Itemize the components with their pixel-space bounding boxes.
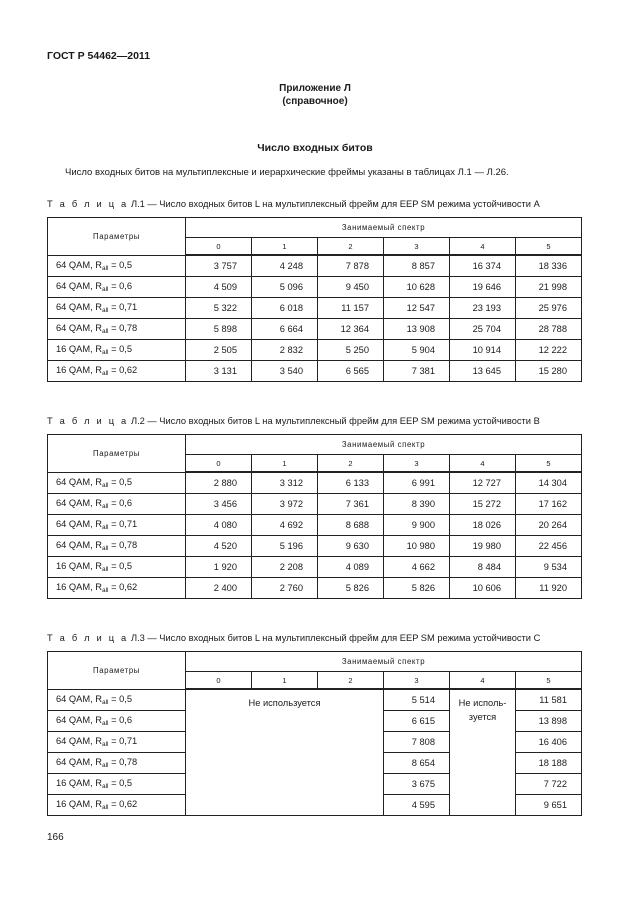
value-cell: 10 606	[450, 578, 516, 599]
value-cell: 7 722	[516, 774, 582, 795]
params-header: Параметры	[48, 435, 186, 473]
param-text: 64 QAM, R	[56, 736, 102, 746]
value-cell: 2 208	[252, 557, 318, 578]
spectrum-index: 0	[186, 238, 252, 256]
value-cell: 5 826	[384, 578, 450, 599]
page-number: 166	[47, 832, 64, 843]
param-text: 64 QAM, R	[56, 498, 102, 508]
spectrum-index: 5	[516, 672, 582, 690]
spectrum-index: 3	[384, 455, 450, 473]
value-cell: 11 157	[318, 298, 384, 319]
value-cell: 5 904	[384, 340, 450, 361]
param-text: = 0,5	[108, 476, 133, 487]
params-header: Параметры	[48, 652, 186, 690]
param-subscript: all	[101, 264, 109, 272]
value-cell: 4 509	[186, 277, 252, 298]
spectrum-index: 1	[252, 238, 318, 256]
param-cell	[48, 732, 186, 753]
param-text: = 0,78	[108, 323, 138, 333]
table-row	[48, 557, 582, 578]
spectrum-index: 1	[252, 672, 318, 690]
param-subscript: all	[101, 286, 109, 293]
param-text: = 0,62	[108, 582, 138, 592]
table2-label: Т а б л и ц а	[47, 416, 129, 426]
table-row	[48, 536, 582, 557]
spectrum-header: Занимаемый спектр	[186, 218, 582, 238]
param-subscript: all	[101, 349, 109, 356]
spectrum-index: 2	[318, 455, 384, 473]
param-cell	[48, 578, 186, 599]
value-cell: 7 361	[318, 494, 384, 515]
value-cell: 2 832	[252, 340, 318, 361]
not-used-text: Не исполь-	[458, 698, 507, 708]
param-subscript: all	[101, 307, 109, 314]
value-cell: 6 018	[252, 298, 318, 319]
param-text: 64 QAM, R	[56, 281, 102, 291]
value-cell: 13 645	[450, 361, 516, 382]
value-cell: 8 654	[384, 753, 450, 774]
value-cell: 9 534	[516, 557, 582, 578]
param-text: = 0,6	[108, 498, 133, 508]
param-subscript: all	[101, 804, 109, 811]
value-cell: 7 878	[318, 255, 384, 277]
annex-subtitle: (справочное)	[282, 96, 348, 107]
param-subscript: all	[101, 566, 109, 573]
value-cell: 18 026	[450, 515, 516, 536]
value-cell: 10 628	[384, 277, 450, 298]
value-cell: 4 080	[186, 515, 252, 536]
table2-caption-text: Л.2 — Число входных битов L на мультиплексный фрейм для EEP SM режима устойчивости В	[128, 416, 540, 426]
value-cell: 10 914	[450, 340, 516, 361]
not-used-text: Не используется	[248, 698, 321, 708]
param-subscript: all	[101, 741, 109, 748]
value-cell: 2 400	[186, 578, 252, 599]
table-row	[48, 277, 582, 298]
value-cell: 3 456	[186, 494, 252, 515]
table3-caption-text: Л.3 — Число входных битов L на мультиплексный фрейм для EEP SM режима устойчивости С	[128, 633, 541, 643]
value-cell: 12 727	[450, 472, 516, 494]
table1-label: Т а б л и ц а	[47, 199, 129, 209]
param-subscript: all	[101, 783, 109, 790]
value-cell: 8 390	[384, 494, 450, 515]
param-text: 64 QAM, R	[56, 715, 102, 725]
value-cell: 18 336	[516, 255, 582, 277]
value-cell: 4 089	[318, 557, 384, 578]
value-cell: 6 133	[318, 472, 384, 494]
param-cell	[48, 472, 186, 494]
param-cell	[48, 361, 186, 382]
value-cell: 4 595	[384, 795, 450, 816]
param-text: = 0,5	[108, 259, 133, 270]
value-cell: 9 651	[516, 795, 582, 816]
spectrum-index: 3	[384, 238, 450, 256]
table1-caption	[47, 199, 540, 209]
table-row	[48, 472, 582, 494]
param-cell	[48, 795, 186, 816]
value-cell: 11 920	[516, 578, 582, 599]
table-row	[48, 298, 582, 319]
spectrum-index: 0	[186, 672, 252, 690]
param-text: = 0,5	[108, 693, 133, 704]
param-text: 64 QAM, R	[56, 302, 102, 312]
param-text: = 0,78	[108, 540, 138, 550]
param-text: = 0,6	[108, 281, 133, 291]
value-cell: 10 980	[384, 536, 450, 557]
document-header: ГОСТ Р 54462—2011	[47, 50, 151, 62]
value-cell: 5 096	[252, 277, 318, 298]
param-text: = 0,5	[108, 344, 133, 354]
annex-title: Приложение Л	[279, 83, 351, 94]
value-cell: 2 505	[186, 340, 252, 361]
value-cell: 4 692	[252, 515, 318, 536]
value-cell: 25 976	[516, 298, 582, 319]
value-cell: 8 857	[384, 255, 450, 277]
spectrum-index: 0	[186, 455, 252, 473]
table-row	[48, 255, 582, 277]
value-cell: 2 760	[252, 578, 318, 599]
not-used-cell	[450, 689, 516, 816]
value-cell: 9 630	[318, 536, 384, 557]
spectrum-index: 1	[252, 455, 318, 473]
spectrum-index: 4	[450, 455, 516, 473]
table3-label: Т а б л и ц а	[47, 633, 129, 643]
value-cell: 23 193	[450, 298, 516, 319]
value-cell: 21 998	[516, 277, 582, 298]
spectrum-index: 4	[450, 672, 516, 690]
value-cell: 5 196	[252, 536, 318, 557]
value-cell: 9 450	[318, 277, 384, 298]
table3-caption	[47, 633, 540, 643]
spectrum-index: 3	[384, 672, 450, 690]
spectrum-header: Занимаемый спектр	[186, 435, 582, 455]
param-text: 64 QAM, R	[56, 259, 102, 270]
table-row	[48, 319, 582, 340]
param-text: 64 QAM, R	[56, 693, 102, 704]
table-row	[48, 494, 582, 515]
value-cell: 4 662	[384, 557, 450, 578]
value-cell: 5 250	[318, 340, 384, 361]
annex-heading	[0, 82, 630, 108]
param-subscript: all	[101, 524, 109, 531]
param-text: = 0,71	[108, 736, 138, 746]
value-cell: 4 520	[186, 536, 252, 557]
spectrum-index: 2	[318, 672, 384, 690]
params-header: Параметры	[48, 218, 186, 256]
value-cell: 12 222	[516, 340, 582, 361]
value-cell: 13 908	[384, 319, 450, 340]
param-text: = 0,62	[108, 799, 138, 809]
value-cell: 20 264	[516, 515, 582, 536]
param-cell	[48, 774, 186, 795]
value-cell: 6 615	[384, 711, 450, 732]
table-row	[48, 340, 582, 361]
param-text: 64 QAM, R	[56, 476, 102, 487]
not-used-text: зуется	[468, 712, 497, 722]
param-cell	[48, 277, 186, 298]
param-text: = 0,62	[108, 365, 138, 375]
param-text: = 0,6	[108, 715, 133, 725]
param-text: 16 QAM, R	[56, 778, 102, 788]
param-subscript: all	[101, 328, 109, 335]
value-cell: 11 581	[516, 689, 582, 711]
section-title: Число входных битов	[257, 142, 373, 154]
param-subscript: all	[101, 762, 109, 769]
table-row	[48, 689, 582, 711]
table-row	[48, 515, 582, 536]
spectrum-index: 4	[450, 238, 516, 256]
value-cell: 6 991	[384, 472, 450, 494]
not-used-cell	[186, 689, 384, 816]
value-cell: 12 547	[384, 298, 450, 319]
value-cell: 5 826	[318, 578, 384, 599]
value-cell: 5 322	[186, 298, 252, 319]
spectrum-header: Занимаемый спектр	[186, 652, 582, 672]
value-cell: 8 688	[318, 515, 384, 536]
value-cell: 4 248	[252, 255, 318, 277]
param-text: 16 QAM, R	[56, 582, 102, 592]
param-text: 16 QAM, R	[56, 799, 102, 809]
param-cell	[48, 255, 186, 277]
value-cell: 16 406	[516, 732, 582, 753]
param-cell	[48, 753, 186, 774]
value-cell: 3 675	[384, 774, 450, 795]
value-cell: 14 304	[516, 472, 582, 494]
value-cell: 13 898	[516, 711, 582, 732]
value-cell: 1 920	[186, 557, 252, 578]
value-cell: 22 456	[516, 536, 582, 557]
value-cell: 2 880	[186, 472, 252, 494]
table3	[47, 651, 582, 816]
table2	[47, 434, 582, 599]
value-cell: 12 364	[318, 319, 384, 340]
param-subscript: all	[101, 503, 109, 510]
value-cell: 3 131	[186, 361, 252, 382]
param-subscript: all	[101, 720, 109, 727]
value-cell: 8 484	[450, 557, 516, 578]
table1	[47, 217, 582, 382]
spectrum-index: 2	[318, 238, 384, 256]
param-text: 64 QAM, R	[56, 323, 102, 333]
param-cell	[48, 557, 186, 578]
value-cell: 25 704	[450, 319, 516, 340]
spectrum-index: 5	[516, 455, 582, 473]
param-text: 64 QAM, R	[56, 757, 102, 767]
param-subscript: all	[101, 698, 109, 706]
value-cell: 9 900	[384, 515, 450, 536]
table2-caption	[47, 416, 540, 426]
value-cell: 5 898	[186, 319, 252, 340]
param-subscript: all	[101, 370, 109, 377]
value-cell: 28 788	[516, 319, 582, 340]
value-cell: 18 188	[516, 753, 582, 774]
param-cell	[48, 689, 186, 711]
param-text: = 0,71	[108, 519, 138, 529]
value-cell: 3 757	[186, 255, 252, 277]
param-text: = 0,71	[108, 302, 138, 312]
param-cell	[48, 515, 186, 536]
spectrum-index: 5	[516, 238, 582, 256]
value-cell: 16 374	[450, 255, 516, 277]
param-text: 64 QAM, R	[56, 519, 102, 529]
param-text: 64 QAM, R	[56, 540, 102, 550]
param-cell	[48, 340, 186, 361]
param-text: = 0,78	[108, 757, 138, 767]
param-cell	[48, 319, 186, 340]
param-subscript: all	[101, 545, 109, 552]
value-cell: 5 514	[384, 689, 450, 711]
value-cell: 3 540	[252, 361, 318, 382]
intro-paragraph: Число входных битов на мультиплексные и иерархические фреймы указаны в таблицах Л.1 — Л.26.	[65, 167, 509, 178]
param-cell	[48, 711, 186, 732]
param-cell	[48, 494, 186, 515]
value-cell: 19 646	[450, 277, 516, 298]
param-text: 16 QAM, R	[56, 344, 102, 354]
value-cell: 3 972	[252, 494, 318, 515]
value-cell: 15 280	[516, 361, 582, 382]
param-text: 16 QAM, R	[56, 365, 102, 375]
value-cell: 7 381	[384, 361, 450, 382]
param-subscript: all	[101, 587, 109, 594]
value-cell: 19 980	[450, 536, 516, 557]
value-cell: 7 808	[384, 732, 450, 753]
param-text: 16 QAM, R	[56, 561, 102, 571]
value-cell: 6 664	[252, 319, 318, 340]
table-row	[48, 361, 582, 382]
value-cell: 15 272	[450, 494, 516, 515]
value-cell: 3 312	[252, 472, 318, 494]
param-text: = 0,5	[108, 778, 133, 788]
table1-caption-text: Л.1 — Число входных битов L на мультиплексный фрейм для EEP SM режима устойчивости А	[128, 199, 540, 209]
value-cell: 6 565	[318, 361, 384, 382]
value-cell: 17 162	[516, 494, 582, 515]
param-subscript: all	[101, 481, 109, 489]
param-text: = 0,5	[108, 561, 133, 571]
table-row	[48, 578, 582, 599]
param-cell	[48, 536, 186, 557]
param-cell	[48, 298, 186, 319]
